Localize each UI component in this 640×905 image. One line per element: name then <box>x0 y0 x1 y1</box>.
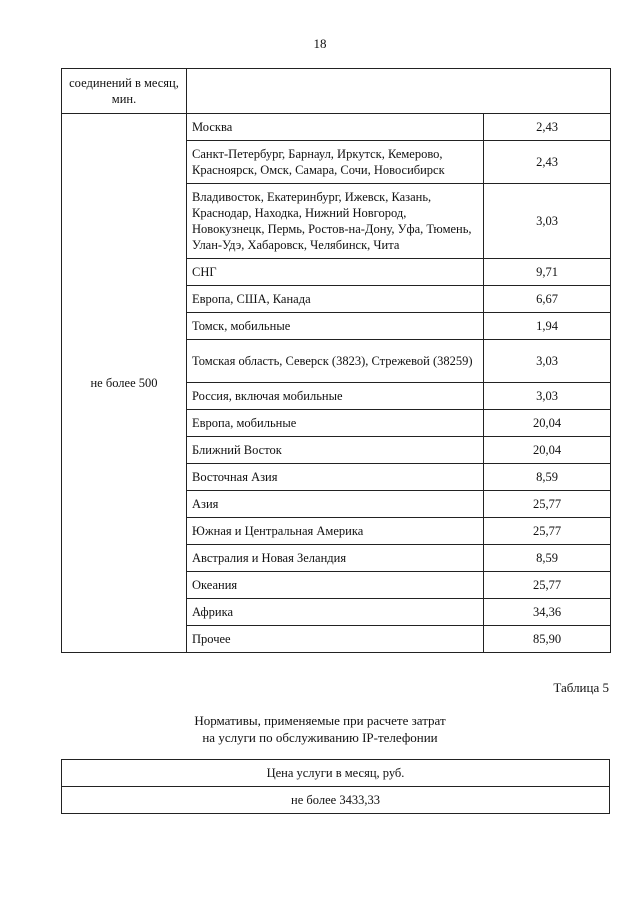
page-number: 18 <box>313 36 327 51</box>
destination-cell: Прочее <box>187 626 484 653</box>
rate-cell: 8,59 <box>484 545 611 572</box>
destination-cell: Европа, США, Канада <box>187 286 484 313</box>
rate-cell: 85,90 <box>484 626 611 653</box>
destination-cell: Океания <box>187 572 484 599</box>
call-rates-table <box>61 68 611 653</box>
price-header-cell: Цена услуги в месяц, руб. <box>62 760 610 787</box>
table-header-row <box>62 69 611 114</box>
rate-cell: 20,04 <box>484 410 611 437</box>
rate-cell: 6,67 <box>484 286 611 313</box>
destination-cell: Азия <box>187 491 484 518</box>
rate-cell: 3,03 <box>484 184 611 259</box>
table-title <box>0 712 640 746</box>
header-cell-connections: соединений в месяц, мин. <box>62 69 187 114</box>
rate-cell: 2,43 <box>484 141 611 184</box>
destination-cell: Южная и Центральная Америка <box>187 518 484 545</box>
destination-cell: Томская область, Северск (3823), Стрежевой (38259) <box>187 340 484 383</box>
table-title-line: на услуги по обслуживанию IP-телефонии <box>202 730 438 745</box>
table-row <box>62 114 611 141</box>
destination-cell: Африка <box>187 599 484 626</box>
rate-cell: 1,94 <box>484 313 611 340</box>
table-title-line: Нормативы, применяемые при расчете затрат <box>194 713 446 728</box>
rate-cell: 25,77 <box>484 518 611 545</box>
rate-cell: 34,36 <box>484 599 611 626</box>
price-value-cell: не более 3433,33 <box>62 787 610 814</box>
destination-cell: Москва <box>187 114 484 141</box>
rate-cell: 2,43 <box>484 114 611 141</box>
rate-cell: 20,04 <box>484 437 611 464</box>
rate-cell: 3,03 <box>484 340 611 383</box>
rate-cell: 3,03 <box>484 383 611 410</box>
table-header-row <box>62 760 610 787</box>
ip-telephony-price-table <box>61 759 610 814</box>
header-cell-empty <box>187 69 611 114</box>
rate-cell: 8,59 <box>484 464 611 491</box>
table-caption: Таблица 5 <box>553 680 609 695</box>
destination-cell: Россия, включая мобильные <box>187 383 484 410</box>
destination-cell: Санкт-Петербург, Барнаул, Иркутск, Кемерово, Красноярск, Омск, Самара, Сочи, Новосибирск <box>187 141 484 184</box>
table-row <box>62 787 610 814</box>
rate-cell: 9,71 <box>484 259 611 286</box>
destination-cell: СНГ <box>187 259 484 286</box>
limit-cell: не более 500 <box>62 114 187 653</box>
destination-cell: Владивосток, Екатеринбург, Ижевск, Казань, Краснодар, Находка, Нижний Новгород, Новокузнецк, Пермь, Ростов-на-Дону, Уфа, Тюмень, Улан-Удэ, Хабаровск, Челябинск, Чита <box>187 184 484 259</box>
destination-cell: Европа, мобильные <box>187 410 484 437</box>
destination-cell: Ближний Восток <box>187 437 484 464</box>
destination-cell: Томск, мобильные <box>187 313 484 340</box>
rate-cell: 25,77 <box>484 491 611 518</box>
destination-cell: Австралия и Новая Зеландия <box>187 545 484 572</box>
rate-cell: 25,77 <box>484 572 611 599</box>
destination-cell: Восточная Азия <box>187 464 484 491</box>
